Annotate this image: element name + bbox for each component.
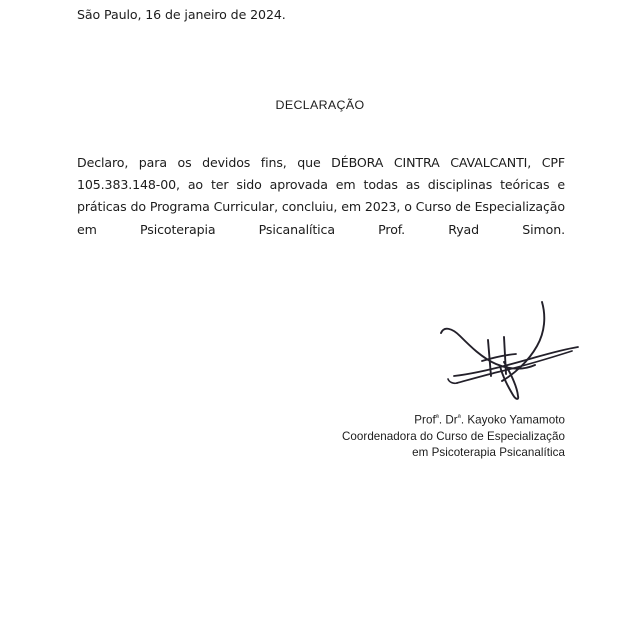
page-title: DECLARAÇÃO [275,98,365,112]
ordinal-indicator-prof: ª [435,412,439,422]
declaration-body [77,152,565,263]
declaration-paragraph: Declaro, para os devidos fins, que DÉBORA CINTRA CAVALCANTI, CPF 105.383.148-00, ao ter sido aprovada em todas as disciplinas teóricas e práticas do Programa Curricular, concluiu, em 2023, o Curso de Especialização em Psicoterapia Psicanalítica Prof. Ryad Simon. [77,155,565,237]
handwritten-signature-icon [438,288,584,404]
signatory-given-name: . Kayoko Yamamoto [460,413,565,427]
signatory-title-prof: Prof [414,413,436,427]
date-line: São Paulo, 16 de janeiro de 2024. [77,7,286,22]
signatory-name [342,409,565,429]
signatory-title-dr: . Dr [438,413,458,427]
signatory-role-line1: Coordenadora do Curso de Especialização [341,429,565,443]
signatory-role-line2: em Psicoterapia Psicanalítica [412,445,565,459]
signature-block [342,409,565,461]
ordinal-indicator-dr: ª [457,412,461,422]
